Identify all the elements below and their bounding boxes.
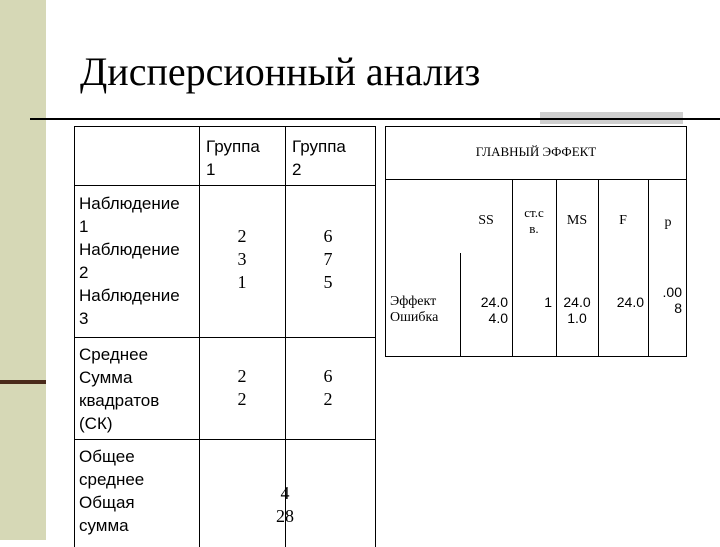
group2-stats: 6 2: [323, 366, 333, 409]
column-header-group1: Группа 1: [206, 137, 260, 179]
row-label-observations: Наблюдение 1 Наблюдение 2 Наблюдение 3: [79, 194, 180, 328]
row-label-stats: Среднее Сумма квадратов (СК): [79, 345, 160, 433]
table-divider: [386, 179, 686, 180]
anova-header: ГЛАВНЫЙ ЭФФЕКТ: [475, 144, 597, 159]
table-divider: [75, 185, 375, 186]
title-rule: [30, 118, 720, 120]
ss-values: 24.0 4.0: [480, 294, 508, 326]
group1-stats: 2 2: [237, 366, 247, 409]
data-table: [74, 126, 376, 547]
column-header-ms: MS: [566, 213, 588, 228]
f-values: 24.0: [616, 294, 644, 310]
column-header-group2: Группа 2: [292, 137, 346, 179]
total-values: 4 28: [276, 483, 294, 526]
row-label-total: Общее среднее Общая сумма: [79, 447, 145, 535]
ms-values: 24.0 1.0: [563, 294, 591, 326]
group2-observations: 6 7 5: [323, 226, 333, 292]
table-divider: [460, 253, 461, 356]
table-divider: [648, 179, 649, 356]
column-header-ss: SS: [478, 213, 494, 228]
group1-observations: 2 3 1: [237, 226, 247, 292]
table-divider: [598, 179, 599, 356]
slide-title: Дисперсионный анализ: [80, 49, 481, 94]
left-bar-accent: [0, 380, 46, 384]
df-values: 1: [544, 294, 552, 310]
left-decorative-bar: [0, 0, 46, 540]
row-labels: Эффект Ошибка: [390, 294, 439, 325]
column-header-p: p: [664, 215, 672, 230]
table-divider: [75, 337, 375, 338]
table-divider: [556, 179, 557, 356]
p-values: .00 8: [662, 284, 682, 316]
column-header-df: ст.с в.: [524, 205, 544, 236]
column-header-f: F: [619, 213, 627, 228]
table-divider: [75, 439, 375, 440]
table-divider: [512, 179, 513, 356]
anova-table: [385, 126, 687, 357]
